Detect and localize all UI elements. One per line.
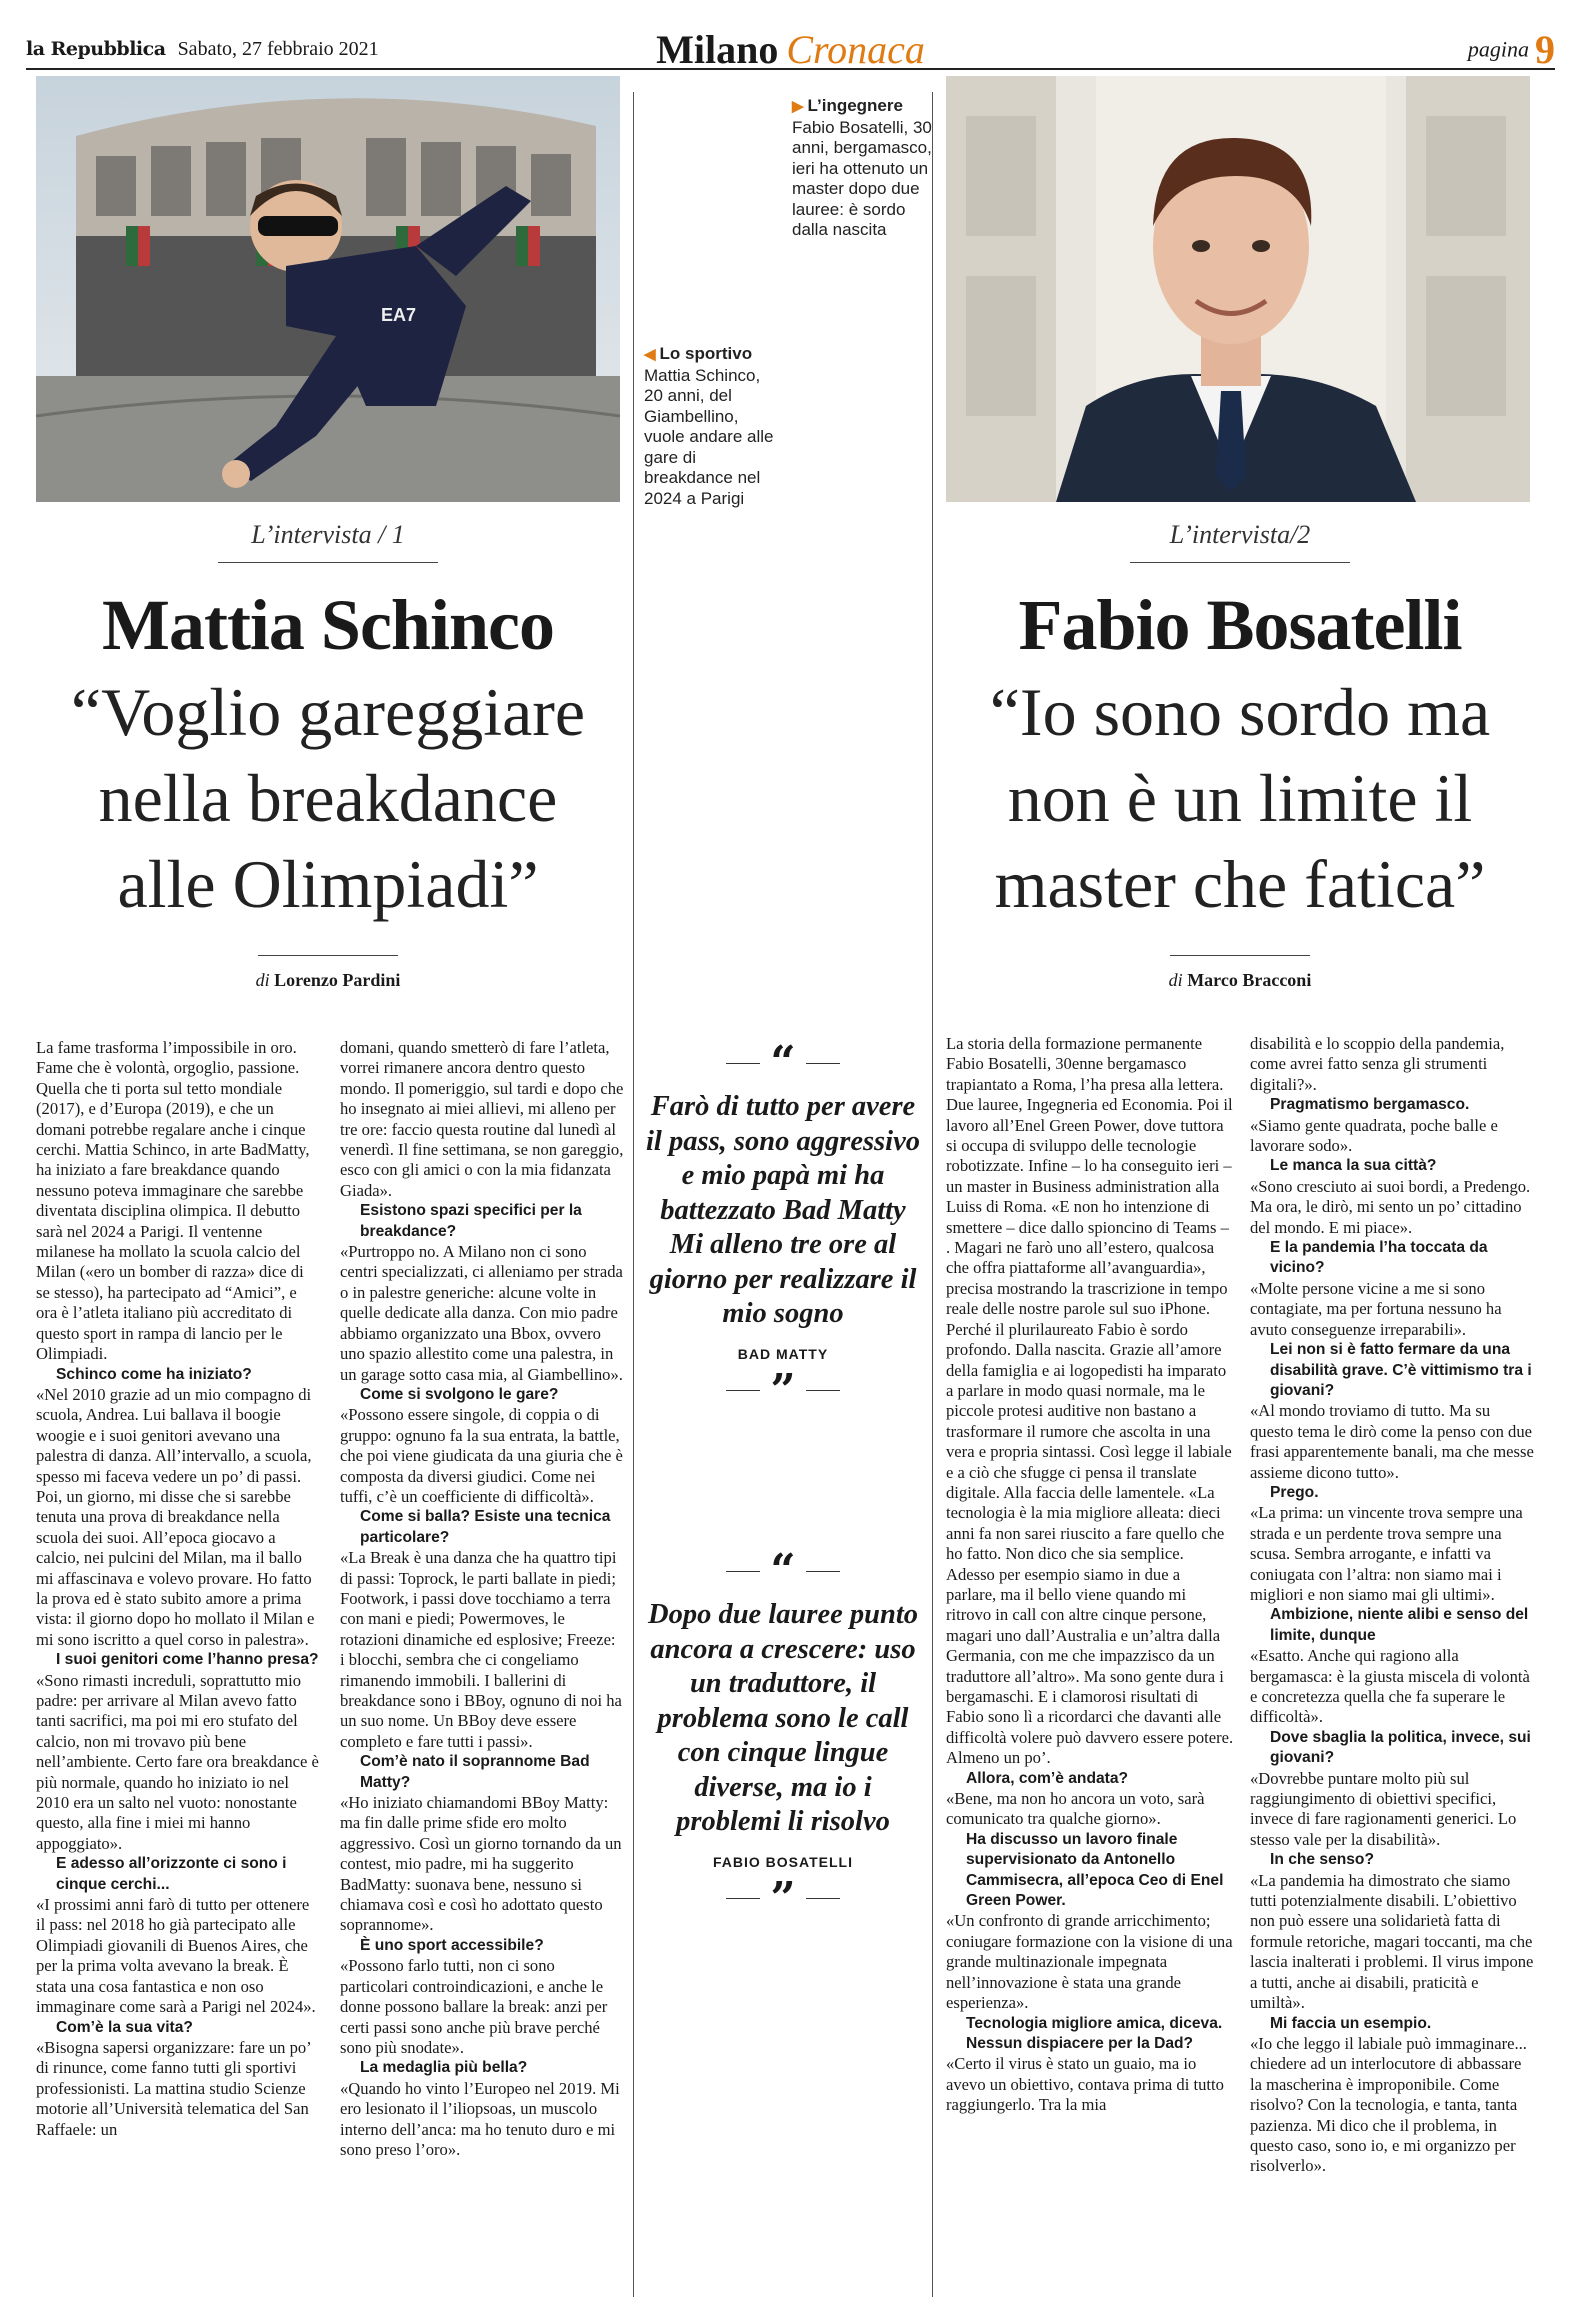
interview-question: E adesso all’orizzonte ci sono i cinque cerchi... bbox=[56, 1855, 287, 1893]
interview-question: E la pandemia l’ha toccata da vicino? bbox=[1270, 1239, 1488, 1277]
issue-date: Sabato, 27 febbraio 2021 bbox=[177, 38, 379, 60]
photo-portrait bbox=[946, 76, 1530, 502]
right-author: Marco Bracconi bbox=[1187, 970, 1312, 990]
interview-question: Le manca la sua città? bbox=[1270, 1157, 1437, 1175]
section-city: Milano bbox=[656, 27, 779, 72]
photo-dancer-icon bbox=[36, 76, 620, 502]
body-paragraph: «La Break è una danza che ha quattro tipi di passi: Toprock, le parti ballate in piedi; Footwork, i passi dove tocchiamo a terra con mani e piedi; Powermoves, le rotazioni dinamiche ed esplosive; Freeze: i blocchi, sembra che ci congeliamo rimanendo immobili. I ballerini di breakdance sono i BBoy, ognuno di noi ha un suo nome. Un BBoy deve essere completo e fare tutti i passi». bbox=[340, 1548, 622, 1751]
column-rule-right bbox=[932, 92, 933, 2297]
pullquote-attribution: BAD MATTY bbox=[737, 1345, 829, 1362]
pullquote-fabio-bosatelli bbox=[642, 1545, 924, 1924]
interview-question: I suoi genitori come l’hanno presa? bbox=[56, 1651, 319, 1669]
body-paragraph: «Molte persone vicine a me si sono contagiate, ma per fortuna nessuno ha avuto conseguenze irreparabili». bbox=[1250, 1278, 1502, 1339]
left-headline-quote: “Voglio gareggiare nella breakdance alle Olimpiadi” bbox=[70, 674, 586, 922]
photo-dancer bbox=[36, 76, 620, 502]
body-paragraph: disabilità e lo scoppio della pandemia, come avrei fatto senza gli strumenti digitali?». bbox=[1250, 1034, 1505, 1094]
caption-athlete-text: Mattia Schinco, 20 anni, del Giambellino, vuole andare alle gare di breakdance nel 2024 a Parigi bbox=[644, 365, 774, 508]
right-byline: di Marco Bracconi bbox=[1168, 970, 1312, 990]
caption-arrow-left-icon: ◀ bbox=[644, 346, 656, 363]
interview-question: Come si svolgono le gare? bbox=[360, 1385, 559, 1403]
page-indicator bbox=[1468, 26, 1555, 73]
right-headline-block bbox=[940, 520, 1540, 991]
interview-question: Pragmatismo bergamasco. bbox=[1270, 1096, 1470, 1114]
body-paragraph: «Sono rimasti increduli, soprattutto mio padre: per arrivare al Milan avevo fatto tanti sacrifici, ma poi mi ero stufato del calcio, non mi trovavo più bene nell’ambiente. Certo fare ora breakdance è più normale, quando ho iniziato io nel 2010 era un salto nel vuoto: nonostante questo, alla fine i miei mi hanno appoggiato». bbox=[36, 1670, 319, 1853]
svg-text:EA7: EA7 bbox=[381, 305, 417, 325]
interview-question: Com’è nato il soprannome Bad Matty? bbox=[360, 1753, 590, 1791]
caption-engineer-title: L’ingegnere bbox=[807, 96, 903, 115]
section-name: Cronaca bbox=[786, 27, 925, 72]
pullquote-text: Dopo due lauree punto ancora a crescere: uso un traduttore, il problema sono le call con cinque lingue diverse, ma io i problemi li risolvo bbox=[648, 1599, 918, 1837]
left-byline-rule bbox=[258, 955, 398, 956]
body-paragraph: «Sono cresciuto ai suoi bordi, a Predengo. Ma ora, le dirò, mi sento un po’ cittadino del mondo. E mi piace». bbox=[1250, 1176, 1531, 1237]
left-author: Lorenzo Pardini bbox=[274, 970, 401, 990]
open-quote-icon: “ bbox=[770, 1037, 796, 1088]
left-article-col2 bbox=[340, 1038, 624, 2160]
column-rule-left bbox=[633, 92, 634, 2297]
body-paragraph: «Esatto. Anche qui ragiono alla bergamasca: è la giusta miscela di volontà e concretezza quella che fa superare le difficoltà». bbox=[1250, 1646, 1530, 1727]
body-paragraph: domani, quando smetterò di fare l’atleta, vorrei rimanere ancora dentro questo mondo. Il pomeriggio, sul tardi e dopo che ho insegnato ai miei allievi, mi alleno per tre ore: faccio questa routine dal lunedì al venerdì. Il fine settimana, se non gareggio, esco con gli amici o con la mia fidanzata Giada». bbox=[340, 1038, 624, 1200]
newspaper-logo: la Repubblica bbox=[26, 38, 166, 60]
body-paragraph: «Un confronto di grande arricchimento; coniugare formazione con la visione di una grande multinazionale impegnata nell’innovazione è stata una grande esperienza». bbox=[946, 1911, 1233, 2013]
body-paragraph: «Possono farlo tutti, non ci sono particolari controindicazioni, e anche le donne possono ballare la break: anzi per certi passi sono anche più brave perché sono più snodate». bbox=[340, 1956, 608, 2057]
interview-question: Esistono spazi specifici per la breakdance? bbox=[360, 1202, 582, 1240]
right-interviewee-name: Fabio Bosatelli bbox=[1018, 585, 1462, 665]
body-paragraph: «Nel 2010 grazie ad un mio compagno di scuola, Andrea. Lui ballava il boogie woogie e i suoi genitori avevano una palestra di danza. All’intervallo, a scuola, spesso mi faceva vedere un po’ di passi. Poi, un giorno, mi disse che si sarebbe tenuta una prova di breakdance nella scuola dei suoi. All’epoca giocavo a calcio, nei pulcini del Milan, ma il ballo mi affascinava e volevo provare. Ho fatto la prova ed è stato subito amore a prima vista: il giorno dopo ho mollato il Milan e mi sono iscritto a quel corso in palestra». bbox=[36, 1384, 315, 1649]
interview-question: Dove sbaglia la politica, invece, sui giovani? bbox=[1270, 1728, 1531, 1767]
close-quote-icon: ” bbox=[770, 1872, 796, 1924]
close-quote-icon: ” bbox=[770, 1364, 796, 1416]
body-paragraph: «Certo il virus è stato un guaio, ma io avevo un obiettivo, contava prima di tutto raggiungerlo. Tra la mia bbox=[946, 2054, 1224, 2115]
left-headline-block bbox=[30, 520, 626, 991]
right-byline-rule bbox=[1170, 955, 1310, 956]
body-paragraph: «Io che leggo il labiale può immaginare... chiedere ad un interlocutore di abbassare la mascherina è improponibile. Come risolvo? Con la tecnologia, e tanta, tanta pazienza. Mi dico che il problema, in questo caso, sono io, e mi organizzo per risolverlo». bbox=[1250, 2033, 1527, 2176]
interview-question: Schinco come ha iniziato? bbox=[56, 1365, 252, 1383]
interview-question: Come si balla? Esiste una tecnica particolare? bbox=[360, 1508, 611, 1546]
left-byline: di Lorenzo Pardini bbox=[255, 970, 401, 990]
pullquote-text: Farò di tutto per avere il pass, sono aggressivo e mio papà mi ha battezzato Bad Matty Mi alleno tre ore al giorno per realizzare il mio sogno bbox=[646, 1091, 920, 1329]
body-paragraph: «Bisogna sapersi organizzare: fare un po’ di rinunce, come fanno tutti gli sportivi professionisti. La mattina studio Scienze motorie all’Università telematica del San Raffaele: un bbox=[36, 2037, 311, 2139]
caption-engineer bbox=[792, 96, 940, 241]
body-paragraph: «La pandemia ha dimostrato che siamo tutti potenzialmente disabili. L’obiettivo non può essere una solidarietà fatta di formule retoriche, magari toccanti, ma che lascia inalterati i problemi. Il virus impone a tutti, anche ai disabili, praticità e umiltà». bbox=[1250, 1870, 1534, 2013]
interview-question: Allora, com’è andata? bbox=[966, 1769, 1129, 1787]
interview-question: La medaglia più bella? bbox=[360, 2059, 528, 2077]
interview-question: Ha discusso un lavoro finale supervisionato da Antonello Cammisecra, all’epoca Ceo di Enel Green Power. bbox=[966, 1830, 1224, 1910]
body-paragraph: La storia della formazione permanente Fabio Bosatelli, 30enne bergamasco trapiantato a Roma, l’ha presa alla lettera. Due lauree, Ingegneria ed Economia. Poi il lavoro all’Enel Green Power, dove tuttora si occupa di sviluppo delle tecnologie robotizzate. Infine – lo ha conseguito ieri – un master in Business administration alla Luiss di Roma. «E non ho intenzione di smettere – dice dallo spioncino di Teams – . Magari ne farò uno all’estero, qualcosa che offra piattaforme all’avanguardia», precisa mostrando la trascrizione in tempo reale delle nostre parole sul suo iPhone. Perché il plurilaureato Fabio è sordo profondo. Dalla nascita. Grazie all’amore della famiglia e ai logopedisti ha imparato a parlare in modo quasi normale, ma le piccole protesi auditive non bastano a trasformare il rumore che ascolta in una vera e propria sintassi. Così legge il labiale e a ciò che sfugge ci pensa il translate digitale. Alla faccia delle lamentele. «La tecnologia è la mia migliore alleata: dieci anni fa non sarei riuscito a fare quello che ho fatto. Non dico che sia semplice. Adesso per esempio siamo in due a parlare, ma il bello viene quando mi ritrovo in call con altre cinque persone, magari uno dall’Australia e un’altra dalla Germania, con me che impazzisco da un traduttore all’altro». Ma sono gente dura i bergamaschi. E i clamorosi risultati di Fabio sono lì a ricordarci che davanti alle difficoltà volere può davvero essere potere. Almeno un po’. bbox=[946, 1034, 1234, 1768]
left-kicker: L’intervista / 1 bbox=[218, 520, 438, 563]
interview-question: Com’è la sua vita? bbox=[56, 2018, 193, 2036]
right-headline-quote: “Io sono sordo ma non è un limite il master che fatica” bbox=[989, 674, 1491, 922]
page-number: 9 bbox=[1535, 27, 1555, 72]
masthead bbox=[26, 24, 1555, 70]
body-paragraph: «Al mondo troviamo di tutto. Ma su questo tema le dirò come la penso con due frasi apparentemente banali, ma che messe assieme dicono tutto». bbox=[1250, 1401, 1534, 1482]
caption-arrow-right-icon: ▶ bbox=[792, 98, 804, 115]
left-interviewee-name: Mattia Schinco bbox=[102, 585, 554, 665]
interview-question: Prego. bbox=[1270, 1483, 1319, 1501]
photo-portrait-icon bbox=[946, 76, 1530, 502]
caption-athlete bbox=[644, 344, 774, 509]
right-kicker: L’intervista/2 bbox=[1130, 520, 1350, 563]
caption-engineer-text: Fabio Bosatelli, 30 anni, bergamasco, ieri ha ottenuto un master dopo due lauree: è sordo dalla nascita bbox=[792, 117, 932, 239]
body-paragraph: «Purtroppo no. A Milano non ci sono centri specializzati, ci alleniamo per strada o in palestre generiche: alcune volte in quelle dedicate alla danza. Con mio padre abbiamo organizzato una Bbox, ovvero uno spazio allestito come una palestra, in un garage sotto casa mia, al Giambellino». bbox=[340, 1242, 623, 1384]
body-paragraph: «Ho iniziato chiamandomi BBoy Matty: ma fin dalle prime sfide ero molto aggressivo. Così un giorno tornando da un contest, mio padre, mi ha suggerito BadMatty: suonava bene, nessuno si chiamava così e così ho adottato questo soprannome». bbox=[340, 1793, 622, 1935]
interview-question: Mi faccia un esempio. bbox=[1270, 2014, 1432, 2032]
section-title bbox=[26, 26, 1555, 73]
interview-question: Lei non si è fatto fermare da una disabilità grave. C’è vittimismo tra i giovani? bbox=[1270, 1341, 1532, 1399]
interview-question: È uno sport accessibile? bbox=[360, 1936, 544, 1954]
body-paragraph: «La prima: un vincente trova sempre una strada e un perdente trova sempre una scusa. Sembra arrogante, e infatti va coniugata con l’altra: non siamo mai i migliori e non siamo mai gli ultimi». bbox=[1250, 1503, 1523, 1604]
body-paragraph: La fame trasforma l’impossibile in oro. Fame che è volontà, orgoglio, passione. Quella che ti porta sul tetto mondiale (2017), e d’Europa (2019), e che un domani potrebbe regalare anche i cinque cerchi. Mattia Schinco, in arte BadMatty, ha iniziato a fare breakdance quando nessuno poteva immaginare che sarebbe diventata disciplina olimpica. Il debutto sarà nel 2024 a Parigi. Il ventenne milanese ha mollato la scuola calcio del Milan («ero un bomber di razza» dice di se stesso), ha partecipato ad “Amici”, e ora è l’atleta italiano più accreditato di questo sport in rampa di lancio per le Olimpiadi. bbox=[36, 1038, 310, 1364]
pullquote-bad-matty bbox=[642, 1037, 924, 1416]
right-article-col2 bbox=[1250, 1034, 1535, 2177]
interview-question: Ambizione, niente alibi e senso del limite, dunque bbox=[1270, 1606, 1529, 1644]
page-label: pagina bbox=[1467, 36, 1529, 62]
interview-question: In che senso? bbox=[1270, 1851, 1374, 1869]
body-paragraph: «I prossimi anni farò di tutto per ottenere il pass: nel 2018 ho già partecipato alle Olimpiadi giovanili di Buenos Aires, che per la prima volta avevano la break. È stata una cosa fantastica e non oso immaginare come sarà a Parigi nel 2024». bbox=[36, 1895, 316, 2017]
caption-athlete-title: Lo sportivo bbox=[659, 344, 753, 363]
interview-question: Tecnologia migliore amica, diceva. Nessun dispiacere per la Dad? bbox=[966, 2014, 1223, 2052]
body-paragraph: «Siamo gente quadrata, poche balle e lavorare sodo». bbox=[1250, 1115, 1498, 1156]
body-paragraph: «Quando ho vinto l’Europeo nel 2019. Mi ero lesionato il l’iliopsoas, un muscolo interno dell’anca: ma ho tenuto duro e mi sono preso l’oro». bbox=[340, 2078, 620, 2159]
body-paragraph: «Possono essere singole, di coppia o di gruppo: ognuno fa la sua entrata, la battle, che poi viene giudicata da una giuria che è composta da diversi giudici. Come nei tuffi, c’è un coefficiente di difficoltà». bbox=[340, 1405, 623, 1506]
left-article-col1 bbox=[36, 1038, 320, 2140]
open-quote-icon: “ bbox=[770, 1545, 796, 1596]
body-paragraph: «Bene, ma non ho ancora un voto, sarà comunicato tra qualche giorno». bbox=[946, 1789, 1205, 1829]
body-paragraph: «Dovrebbe puntare molto più sul raggiungimento di obiettivi specifici, invece di fare ragionamenti generici. Lo stesso vale per la disabilità». bbox=[1250, 1768, 1517, 1849]
right-article-col1 bbox=[946, 1034, 1234, 2116]
pullquote-attribution: FABIO BOSATELLI bbox=[713, 1853, 853, 1870]
